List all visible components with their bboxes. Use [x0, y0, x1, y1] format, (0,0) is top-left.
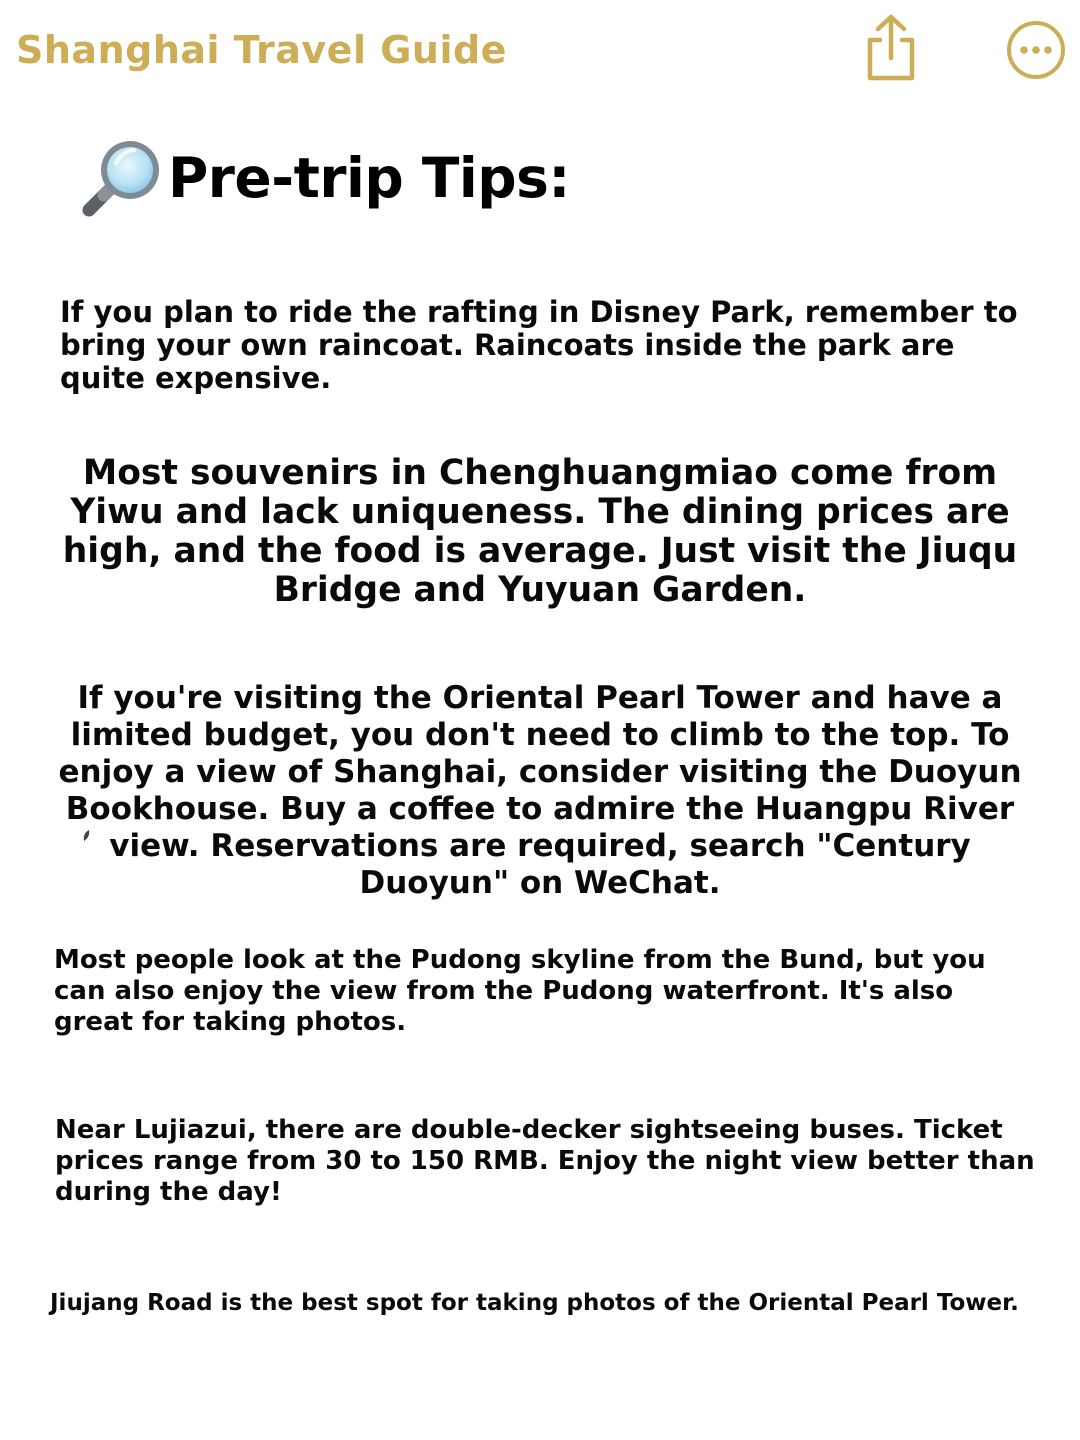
- section-title: Pre-trip Tips:: [168, 146, 570, 210]
- more-options-button[interactable]: [1004, 18, 1068, 82]
- tip-disney-raincoat: If you plan to ride the rafting in Disney Park, remember to bring your own raincoat. Raincoats inside the park are quite expensive.: [60, 295, 1018, 395]
- share-icon: [858, 12, 924, 84]
- decorative-speck: [82, 828, 92, 842]
- tip-oriental-pearl-tower: If you're visiting the Oriental Pearl Tower and have a limited budget, you don't need to climb to the top. To enjoy a view of Shanghai, consider visiting the Duoyun Bookhouse. Buy a coffee to admire the Huangpu River view. Reservations are required, search "Century Duoyun" on WeChat.: [58, 680, 1022, 901]
- section-heading: [78, 128, 570, 228]
- more-options-icon: [1004, 18, 1068, 82]
- app-title: Shanghai Travel Guide: [16, 28, 507, 72]
- tip-jiujang-road: Jiujang Road is the best spot for taking photos of the Oriental Pearl Tower.: [50, 1290, 1019, 1316]
- top-bar: [0, 0, 1080, 110]
- tip-chenghuangmiao: Most souvenirs in Chenghuangmiao come from Yiwu and lack uniqueness. The dining prices are high, and the food is average. Just visit the Jiuqu Bridge and Yuyuan Garden.: [62, 453, 1018, 610]
- tip-pudong-waterfront: Most people look at the Pudong skyline from the Bund, but you can also enjoy the view from the Pudong waterfront. It's also great for taking photos.: [54, 945, 986, 1037]
- tip-sightseeing-bus: Near Lujiazui, there are double-decker sightseeing buses. Ticket prices range from 30 to 150 RMB. Enjoy the night view better than during the day!: [55, 1115, 1035, 1207]
- share-button[interactable]: [858, 12, 924, 84]
- magnifying-glass-icon: [78, 133, 168, 223]
